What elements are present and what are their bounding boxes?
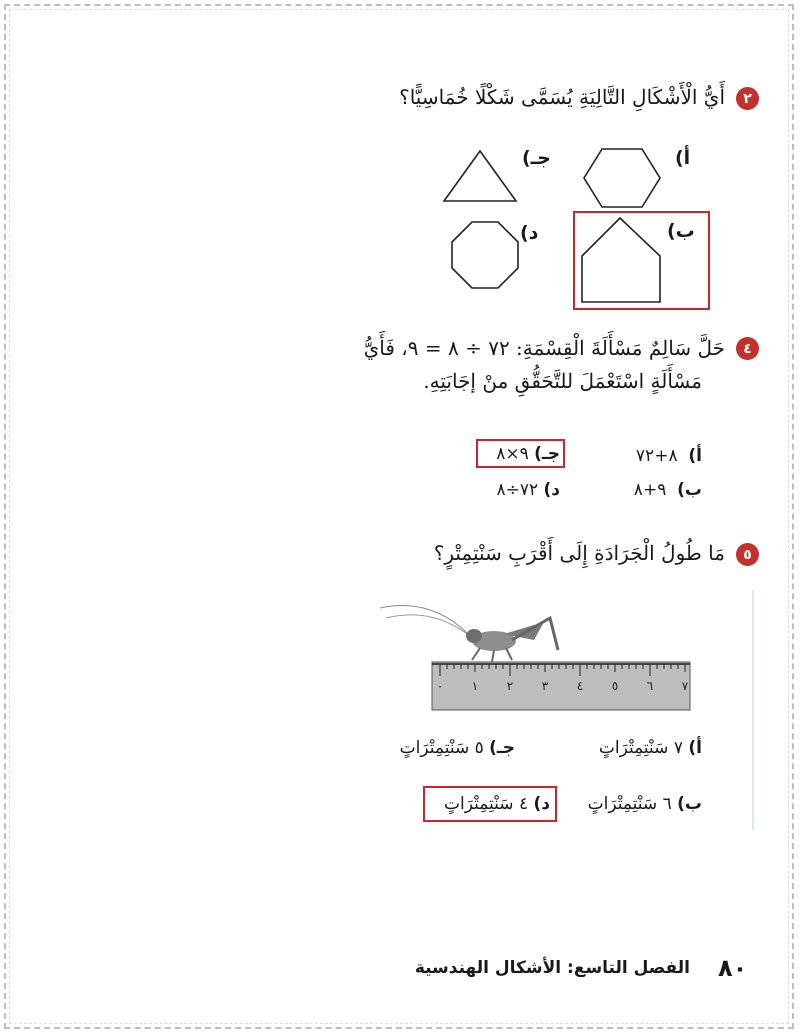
triangle-shape[interactable] bbox=[442, 149, 518, 203]
grasshopper-ruler-figure bbox=[376, 596, 696, 716]
ruler-tick-label: ٥ bbox=[611, 679, 619, 693]
question-number-badge: ٤ bbox=[736, 337, 759, 360]
option-d-value: ٤ سَنْتِمِتْرَاتٍ bbox=[443, 794, 529, 814]
option-a[interactable]: أ) ٧ سَنْتِمِتْرَاتٍ bbox=[598, 738, 702, 758]
option-d-label: د) bbox=[520, 222, 539, 244]
chapter-number: الفصل التاسع: bbox=[567, 958, 690, 978]
octagon-shape[interactable] bbox=[450, 220, 520, 290]
option-a-label: أ) bbox=[675, 147, 691, 169]
ruler-tick-label: ٦ bbox=[646, 679, 654, 693]
option-c[interactable]: جـ) ٥ سَنْتِمِتْرَاتٍ bbox=[399, 738, 515, 758]
hexagon-shape[interactable] bbox=[582, 147, 662, 209]
pentagon-shape[interactable] bbox=[580, 216, 662, 304]
chapter-label bbox=[415, 958, 690, 978]
ruler bbox=[432, 662, 690, 710]
ruler-tick-label: ٧ bbox=[681, 679, 689, 693]
page-number: ٨٠ bbox=[718, 954, 748, 982]
option-a[interactable]: أ) ٨+٧٢ bbox=[635, 446, 702, 466]
option-b[interactable]: ب) ٦ سَنْتِمِتْرَاتٍ bbox=[587, 794, 702, 814]
option-d[interactable]: د) ٧٢÷٨ bbox=[496, 480, 560, 500]
option-b-value: ٦ سَنْتِمِتْرَاتٍ bbox=[587, 794, 672, 814]
side-rule bbox=[752, 590, 754, 830]
question-2-text: أَيُّ الْأَشْكَالِ التَّالِيَةِ يُسَمَّى شَكْلًا خُمَاسِيًّا؟ bbox=[399, 85, 725, 109]
option-d-value: ٧٢÷٨ bbox=[496, 480, 539, 500]
chapter-title: الأشكال الهندسية bbox=[414, 958, 562, 978]
question-4-line2: مَسْأَلَةٍ اسْتَعْمَلَ للتَّحَقُّقِ منْ إجَابَتِهِ. bbox=[423, 369, 702, 393]
question-4-line1: حَلَّ سَالِمٌ مَسْأَلَةَ الْقِسْمَةِ: ٧٢ ÷ ٨ = ٩، فَأَيُّ bbox=[363, 336, 725, 360]
option-c[interactable]: جـ) ٩×٨ bbox=[496, 444, 560, 464]
option-b-value: ٩+٨ bbox=[633, 480, 667, 500]
option-c-value: ٩×٨ bbox=[496, 444, 529, 464]
ruler-tick-label: ٣ bbox=[541, 679, 549, 693]
question-number-badge: ٥ bbox=[736, 543, 759, 566]
ruler-tick-label: ٠ bbox=[436, 679, 444, 693]
question-5-text: مَا طُولُ الْجَرَادَةِ إِلَى أَقْرَبِ سَنْتِمِتْرٍ؟ bbox=[433, 541, 725, 565]
option-c-value: ٥ سَنْتِمِتْرَاتٍ bbox=[399, 738, 484, 758]
ruler-tick-label: ٤ bbox=[576, 679, 584, 693]
grasshopper-image bbox=[380, 606, 558, 662]
option-d[interactable]: د) ٤ سَنْتِمِتْرَاتٍ bbox=[443, 794, 550, 814]
option-b-label: ب) bbox=[667, 220, 695, 242]
ruler-tick-label: ١ bbox=[471, 679, 479, 693]
option-a-value: ٧ سَنْتِمِتْرَاتٍ bbox=[598, 738, 683, 758]
option-a-value: ٨+٧٢ bbox=[635, 446, 678, 466]
option-b[interactable]: ب) ٩+٨ bbox=[633, 480, 702, 500]
question-number-badge: ٢ bbox=[736, 87, 759, 110]
ruler-tick-label: ٢ bbox=[506, 679, 514, 693]
option-c-label: جـ) bbox=[522, 147, 551, 169]
